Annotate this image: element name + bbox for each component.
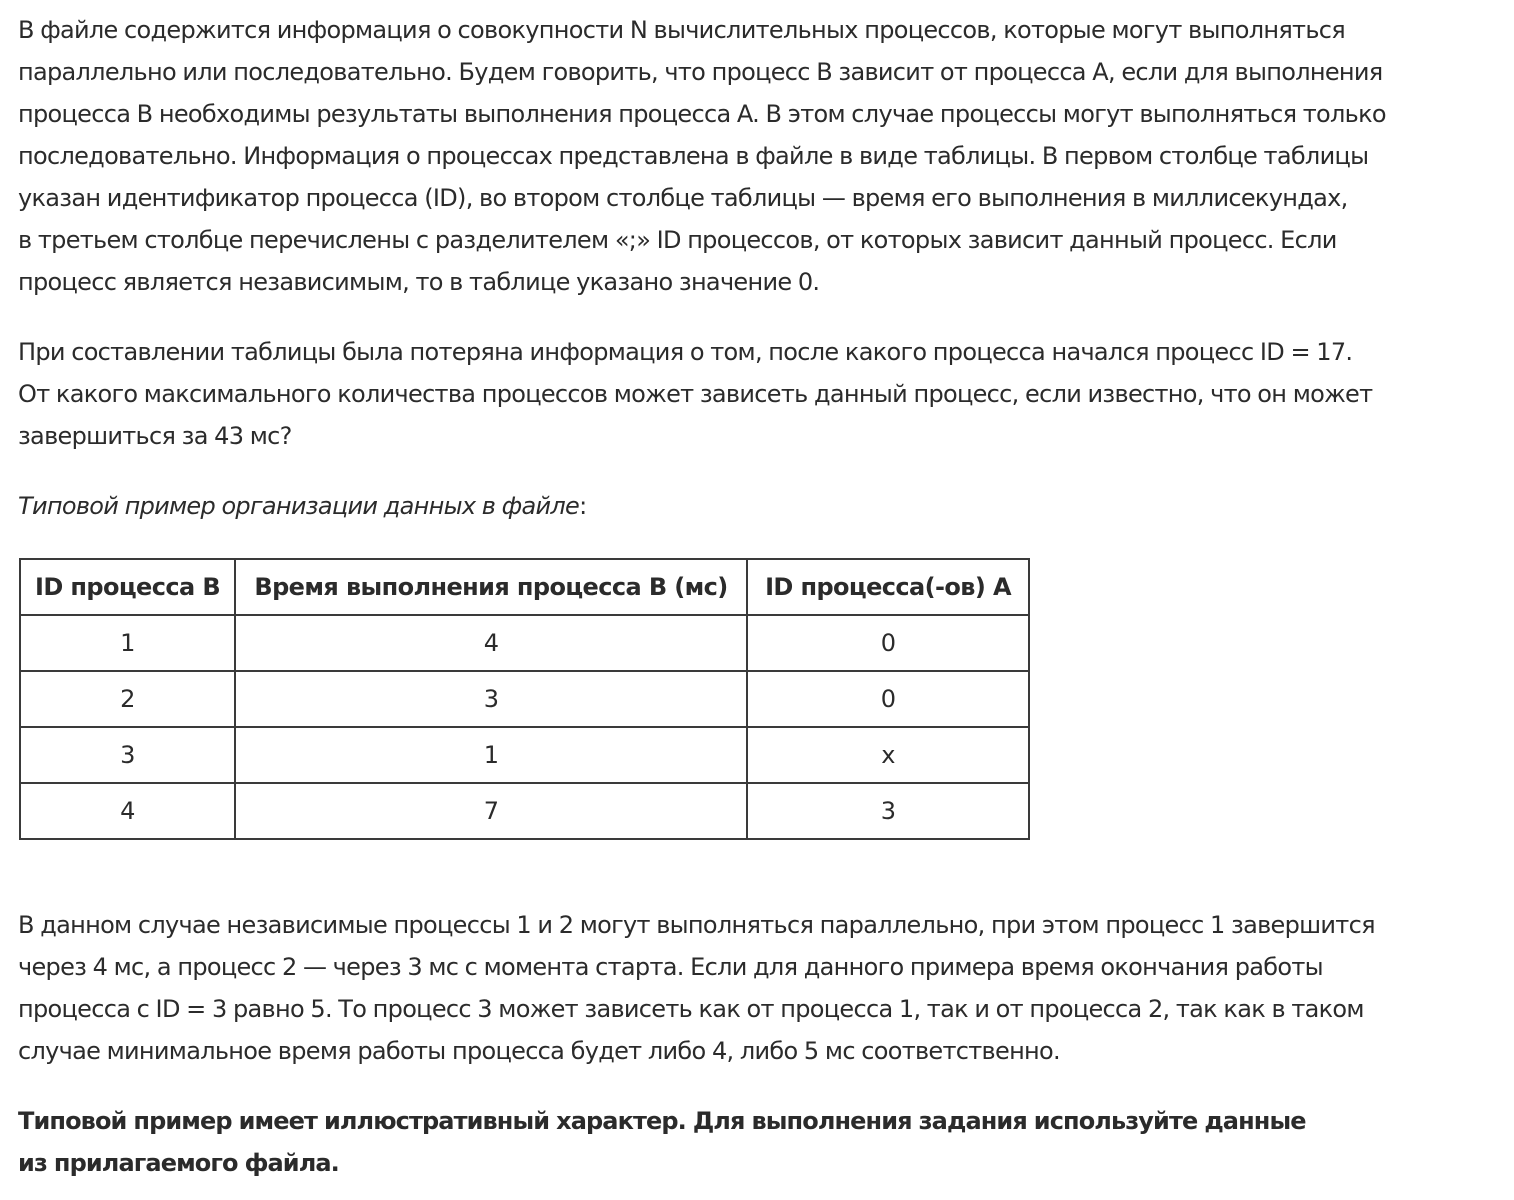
table-cell-deps: 0 (747, 671, 1029, 727)
table-row (20, 615, 1029, 671)
table-row (20, 727, 1029, 783)
table-cell-deps: 3 (747, 783, 1029, 839)
explanation-line: через 4 мс, а процесс 2 — через 3 мс с момента старта. Если для данного примера время окончания работы (18, 953, 1323, 981)
explanation-line: случае минимальное время работы процесса будет либо 4, либо 5 мс соответственно. (18, 1037, 1060, 1065)
table-cell-deps: 0 (747, 615, 1029, 671)
note-line: Типовой пример имеет иллюстративный характер. Для выполнения задания используйте данные (18, 1107, 1306, 1135)
table-cell-id: 3 (20, 727, 235, 783)
question-paragraph (18, 331, 1372, 457)
example-table (19, 558, 1030, 840)
table-row (20, 671, 1029, 727)
question-line: При составлении таблицы была потеряна информация о том, после какого процесса начался процесс ID = 17. (18, 338, 1353, 366)
header-process-b-time: Время выполнения процесса B (мс) (235, 559, 747, 615)
intro-line: последовательно. Информация о процессах представлена в файле в виде таблицы. В первом столбце таблицы (18, 142, 1369, 170)
explanation-line: В данном случае независимые процессы 1 и 2 могут выполняться параллельно, при этом процесс 1 завершится (18, 911, 1375, 939)
header-process-b-id: ID процесса B (20, 559, 235, 615)
note-line: из прилагаемого файла. (18, 1149, 339, 1177)
table-cell-id: 2 (20, 671, 235, 727)
note-paragraph (18, 1100, 1306, 1184)
table-row (20, 783, 1029, 839)
intro-line: в третьем столбце перечислены с разделителем «;» ID процессов, от которых зависит данный процесс. Если (18, 226, 1337, 254)
intro-line: процесс является независимым, то в таблице указано значение 0. (18, 268, 820, 296)
intro-paragraph (18, 9, 1386, 303)
example-caption-text: Типовой пример организации данных в файле (18, 492, 580, 520)
table-cell-id: 1 (20, 615, 235, 671)
example-caption (18, 485, 586, 527)
table-cell-id: 4 (20, 783, 235, 839)
table-cell-time: 1 (235, 727, 747, 783)
explanation-paragraph (18, 904, 1375, 1072)
question-line: завершиться за 43 мс? (18, 422, 292, 450)
table-cell-time: 4 (235, 615, 747, 671)
intro-line: указан идентификатор процесса (ID), во втором столбце таблицы — время его выполнения в миллисекундах, (18, 184, 1348, 212)
example-caption-colon: : (579, 492, 587, 520)
intro-line: В файле содержится информация о совокупности N вычислительных процессов, которые могут выполняться (18, 16, 1346, 44)
table-cell-deps: x (747, 727, 1029, 783)
intro-line: процесса B необходимы результаты выполнения процесса A. В этом случае процессы могут выполняться только (18, 100, 1386, 128)
explanation-line: процесса с ID = 3 равно 5. То процесс 3 может зависеть как от процесса 1, так и от процесса 2, так как в таком (18, 995, 1364, 1023)
intro-line: параллельно или последовательно. Будем говорить, что процесс B зависит от процесса A, если для выполнения (18, 58, 1383, 86)
table-header-row (20, 559, 1029, 615)
table-cell-time: 3 (235, 671, 747, 727)
header-process-a-ids: ID процесса(-ов) A (747, 559, 1029, 615)
question-line: От какого максимального количества процессов может зависеть данный процесс, если известно, что он может (18, 380, 1373, 408)
table-cell-time: 7 (235, 783, 747, 839)
